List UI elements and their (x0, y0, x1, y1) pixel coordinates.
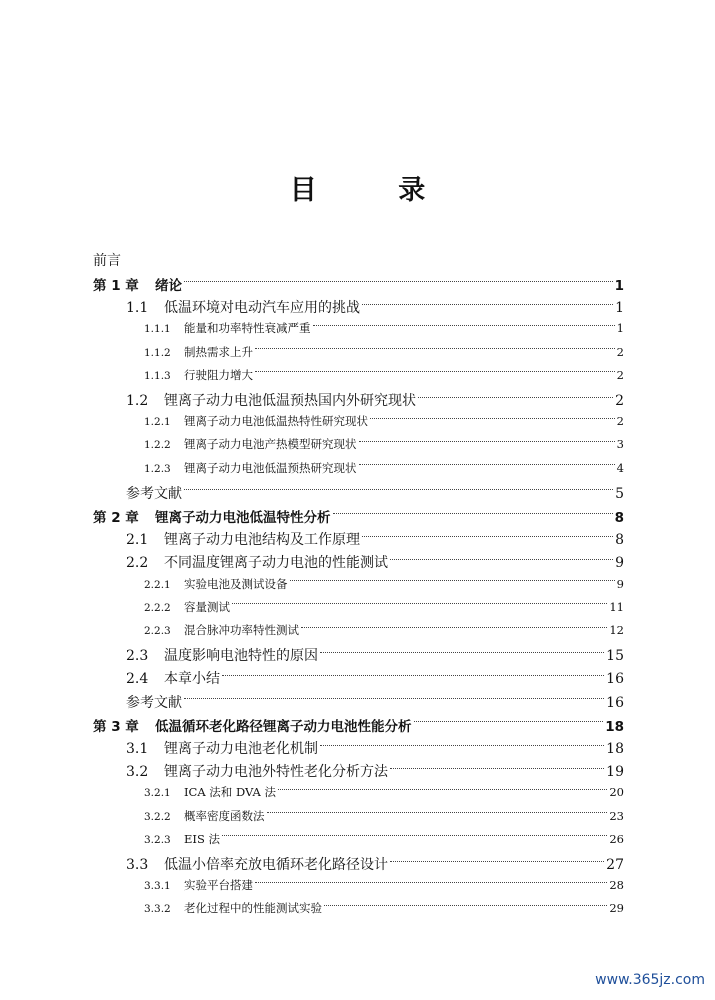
toc-entry[interactable] (144, 367, 624, 383)
toc-entry[interactable] (144, 831, 624, 847)
toc-entry[interactable] (126, 668, 624, 688)
toc-entry-page: 29 (609, 901, 624, 916)
toc-entry-number: 1.1.1 (144, 323, 171, 336)
toc-entry-page: 2 (615, 393, 624, 409)
toc-entry-number: 1.1.3 (144, 369, 171, 382)
toc-entry-page: 27 (606, 857, 624, 873)
toc-entry-page: 1 (615, 300, 624, 317)
toc-entry-number: 第 2 章 (93, 510, 139, 526)
dot-leader (320, 745, 604, 746)
toc-entry[interactable] (126, 529, 624, 549)
toc-entry[interactable] (144, 320, 624, 336)
toc-entry[interactable] (126, 854, 624, 874)
toc-entry-title: ICA 法和 DVA 法 (184, 785, 276, 800)
toc-entry-number: 2.3 (126, 648, 149, 665)
toc-entry[interactable] (126, 297, 624, 317)
toc-entry-page: 16 (606, 671, 624, 688)
toc-entry-page: 18 (606, 741, 624, 757)
dot-leader (362, 536, 613, 537)
toc-entry-title: 不同温度锂离子动力电池的性能测试 (164, 555, 388, 572)
toc-entry-page: 9 (616, 576, 624, 591)
toc-entry-page: 4 (616, 460, 624, 475)
toc-entry-number: 1.2 (126, 393, 149, 409)
toc-entry[interactable] (126, 552, 624, 572)
toc-entry[interactable] (144, 599, 624, 615)
toc-entry-number: 2.2 (126, 555, 149, 572)
toc-entry[interactable] (93, 715, 624, 735)
toc-entry-page: 1 (614, 278, 624, 294)
toc-entry-title: 低温小倍率充放电循环老化路径设计 (164, 857, 388, 873)
toc-entry-number: 2.2.3 (144, 625, 171, 637)
toc-entry[interactable] (144, 460, 624, 476)
toc-entry[interactable] (126, 738, 624, 758)
toc-entry-number: 3.3 (126, 857, 149, 873)
toc-entry-page: 2 (616, 414, 624, 429)
toc-entry-number: 2.1 (126, 532, 149, 549)
toc-entry-title: 锂离子动力电池低温热特性研究现状 (184, 414, 368, 429)
toc-entry-number: 3.3.1 (144, 880, 171, 893)
toc-entry-page: 2 (616, 367, 624, 382)
dot-leader (320, 652, 604, 653)
watermark: www.365jz.com (595, 972, 705, 988)
dot-leader (324, 905, 607, 906)
dot-leader (184, 698, 604, 699)
dot-leader (359, 464, 615, 465)
toc-entry[interactable] (93, 506, 624, 526)
toc-entry-number: 2.4 (126, 671, 149, 688)
toc-entry-page: 20 (609, 785, 624, 800)
toc-entry[interactable] (144, 344, 624, 360)
toc-entry[interactable] (93, 274, 624, 294)
toc-entry-title: 前言 (93, 253, 121, 269)
toc-entry-page: 15 (606, 648, 624, 665)
toc-entry-title: 锂离子动力电池产热模型研究现状 (184, 437, 357, 452)
toc-entry-title: 参考文献 (126, 694, 182, 711)
toc-entry[interactable] (126, 761, 624, 781)
dot-leader (390, 768, 604, 769)
dot-leader (290, 580, 615, 581)
dot-leader (184, 281, 613, 282)
toc-entry-number: 3.2.2 (144, 810, 171, 823)
page-title: 目 录 (289, 175, 462, 206)
toc-entry[interactable] (144, 622, 624, 638)
toc-entry-number: 第 3 章 (93, 718, 139, 735)
toc-entry-page: 8 (614, 510, 624, 526)
toc-entry[interactable] (126, 645, 624, 665)
toc-entry-title: 低温环境对电动汽车应用的挑战 (164, 300, 360, 317)
toc-entry-number: 1.1 (126, 300, 149, 317)
dot-leader (278, 789, 607, 790)
toc-entry-title: 实验平台搭建 (184, 878, 253, 893)
toc-entry-number: 2.2.1 (144, 578, 171, 591)
toc-entry-page: 26 (609, 831, 624, 846)
toc-entry-number: 1.2.3 (144, 462, 171, 475)
toc-entry-title: 能量和功率特性衰减严重 (184, 321, 311, 336)
toc-entry-title: 概率密度函数法 (184, 808, 265, 823)
toc-entry[interactable] (126, 692, 624, 712)
dot-leader (418, 397, 613, 398)
toc-entry-title: 锂离子动力电池低温特性分析 (155, 510, 331, 526)
dot-leader (359, 441, 615, 442)
dot-leader (232, 603, 607, 604)
toc-entry-number: 3.3.2 (144, 903, 171, 916)
toc-entry-page: 9 (615, 555, 624, 572)
toc-entry[interactable] (126, 483, 624, 503)
toc-entry-title: 制热需求上升 (184, 344, 253, 359)
toc-entry-page: 1 (616, 321, 624, 336)
toc-entry-title: 老化过程中的性能测试实验 (184, 901, 322, 916)
toc-entry-page: 28 (609, 878, 624, 893)
toc-entry[interactable] (144, 413, 624, 429)
toc-entry-number: 3.1 (126, 741, 149, 757)
toc-entry-title: EIS 法 (184, 831, 220, 846)
toc-entry[interactable] (126, 390, 624, 410)
toc-entry-title: 实验电池及测试设备 (184, 576, 288, 591)
toc-entry-title: 锂离子动力电池低温预热国内外研究现状 (164, 393, 416, 409)
dot-leader (184, 489, 613, 490)
toc-entry[interactable] (144, 900, 624, 916)
dot-leader (267, 812, 608, 813)
toc-entry-number: 1.1.2 (144, 346, 171, 359)
toc-entry-number: 3.2.3 (144, 833, 171, 846)
toc-entry-page: 3 (616, 437, 624, 452)
dot-leader (390, 559, 613, 560)
toc-entry[interactable] (144, 576, 624, 592)
toc-entry-title: 参考文献 (126, 485, 182, 502)
toc-entry-title: 锂离子动力电池结构及工作原理 (164, 532, 360, 549)
dot-leader (390, 861, 604, 862)
dot-leader (362, 304, 613, 305)
toc-preface[interactable] (93, 250, 121, 270)
dot-leader (333, 513, 613, 514)
toc-entry[interactable] (144, 784, 624, 800)
toc-entry-number: 第 1 章 (93, 278, 139, 294)
toc-entry[interactable] (144, 808, 624, 824)
toc-entry-number: 3.2 (126, 764, 149, 781)
toc-entry-page: 8 (615, 532, 624, 549)
toc-entry[interactable] (144, 436, 624, 452)
dot-leader (370, 418, 615, 419)
toc-entry-title: 温度影响电池特性的原因 (164, 648, 318, 665)
toc-entry-number: 3.2.1 (144, 787, 171, 800)
toc-entry-number: 1.2.1 (144, 416, 171, 429)
toc-entry-number: 1.2.2 (144, 439, 171, 452)
dot-leader (222, 835, 607, 836)
toc-entry-page: 18 (605, 718, 624, 735)
toc-entry-page: 23 (609, 808, 624, 823)
toc-entry-title: 锂离子动力电池外特性老化分析方法 (164, 764, 388, 781)
toc-entry-page: 11 (609, 599, 624, 614)
dot-leader (414, 721, 604, 722)
dot-leader (255, 882, 607, 883)
toc-entry-title: 行驶阻力增大 (184, 367, 253, 382)
toc-entry[interactable] (144, 877, 624, 893)
toc-entry-title: 混合脉冲功率特性测试 (184, 623, 299, 637)
toc-entry-title: 锂离子动力电池低温预热研究现状 (184, 460, 357, 475)
dot-leader (301, 627, 607, 628)
toc-entry-title: 本章小结 (164, 671, 220, 688)
toc-entry-page: 19 (606, 764, 624, 781)
dot-leader (255, 371, 615, 372)
toc-entry-number: 2.2.2 (144, 601, 171, 614)
dot-leader (313, 325, 615, 326)
dot-leader (255, 348, 615, 349)
toc-entry-page: 16 (606, 694, 624, 711)
toc-entry-title: 容量测试 (184, 599, 230, 614)
toc-entry-title: 绪论 (155, 278, 182, 294)
toc-entry-title: 低温循环老化路径锂离子动力电池性能分析 (155, 718, 412, 735)
toc-entry-title: 锂离子动力电池老化机制 (164, 741, 318, 757)
dot-leader (222, 675, 604, 676)
toc-entry-page: 2 (616, 344, 624, 359)
toc-entry-page: 5 (615, 485, 624, 502)
toc-entry-page: 12 (609, 623, 624, 637)
